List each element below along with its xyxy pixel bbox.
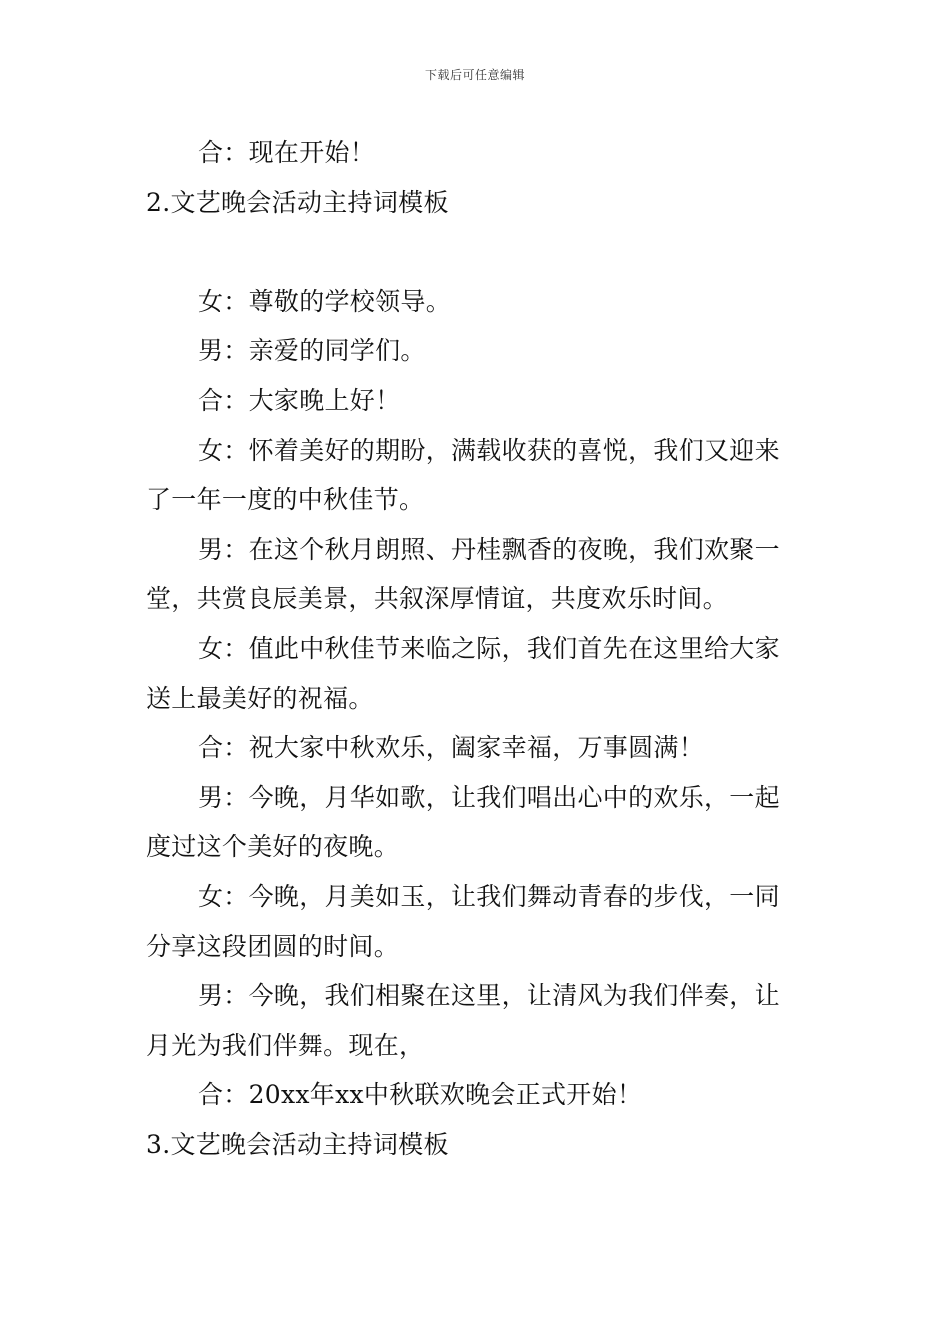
paragraph-line: 合：大家晚上好！	[198, 385, 401, 415]
page-header: 下载后可任意编辑	[424, 68, 525, 82]
paragraph-line: 男：亲爱的同学们。	[198, 336, 426, 366]
paragraph-line: 女：值此中秋佳节来临之际，我们首先在这里给大家	[198, 633, 780, 663]
document-body	[146, 128, 810, 1169]
paragraph-line: 了一年一度的中秋佳节。	[146, 485, 425, 515]
paragraph-line: 女：怀着美好的期盼，满载收获的喜悦，我们又迎来	[198, 435, 780, 465]
paragraph-line: 男：今晚，我们相聚在这里，让清风为我们伴奏，让	[198, 981, 780, 1011]
paragraph-line: 合：20xx年xx中秋联欢晚会正式开始！	[198, 1080, 643, 1110]
section-heading: 2.文艺晚会活动主持词模板	[146, 187, 449, 217]
paragraph-line: 月光为我们伴舞。现在，	[146, 1030, 425, 1060]
paragraph-line: 合：现在开始！	[198, 138, 376, 167]
paragraph-line: 男：今晚，月华如歌，让我们唱出心中的欢乐，一起	[198, 782, 780, 812]
paragraph-line: 女：尊敬的学校领导。	[198, 286, 452, 316]
section-heading: 3.文艺晚会活动主持词模板	[146, 1129, 449, 1159]
paragraph-line: 女：今晚，月美如玉，让我们舞动青春的步伐，一同	[198, 881, 780, 911]
paragraph-line: 度过这个美好的夜晚。	[146, 832, 400, 862]
paragraph-line: 合：祝大家中秋欢乐，阖家幸福，万事圆满！	[198, 733, 705, 763]
paragraph-line: 男：在这个秋月朗照、丹桂飘香的夜晚，我们欢聚一	[198, 534, 780, 564]
blank-line	[146, 227, 810, 277]
paragraph-line: 分享这段团圆的时间。	[146, 931, 400, 961]
paragraph-line: 堂，共赏良辰美景，共叙深厚情谊，共度欢乐时间。	[146, 584, 728, 614]
paragraph-line: 送上最美好的祝福。	[146, 683, 374, 713]
